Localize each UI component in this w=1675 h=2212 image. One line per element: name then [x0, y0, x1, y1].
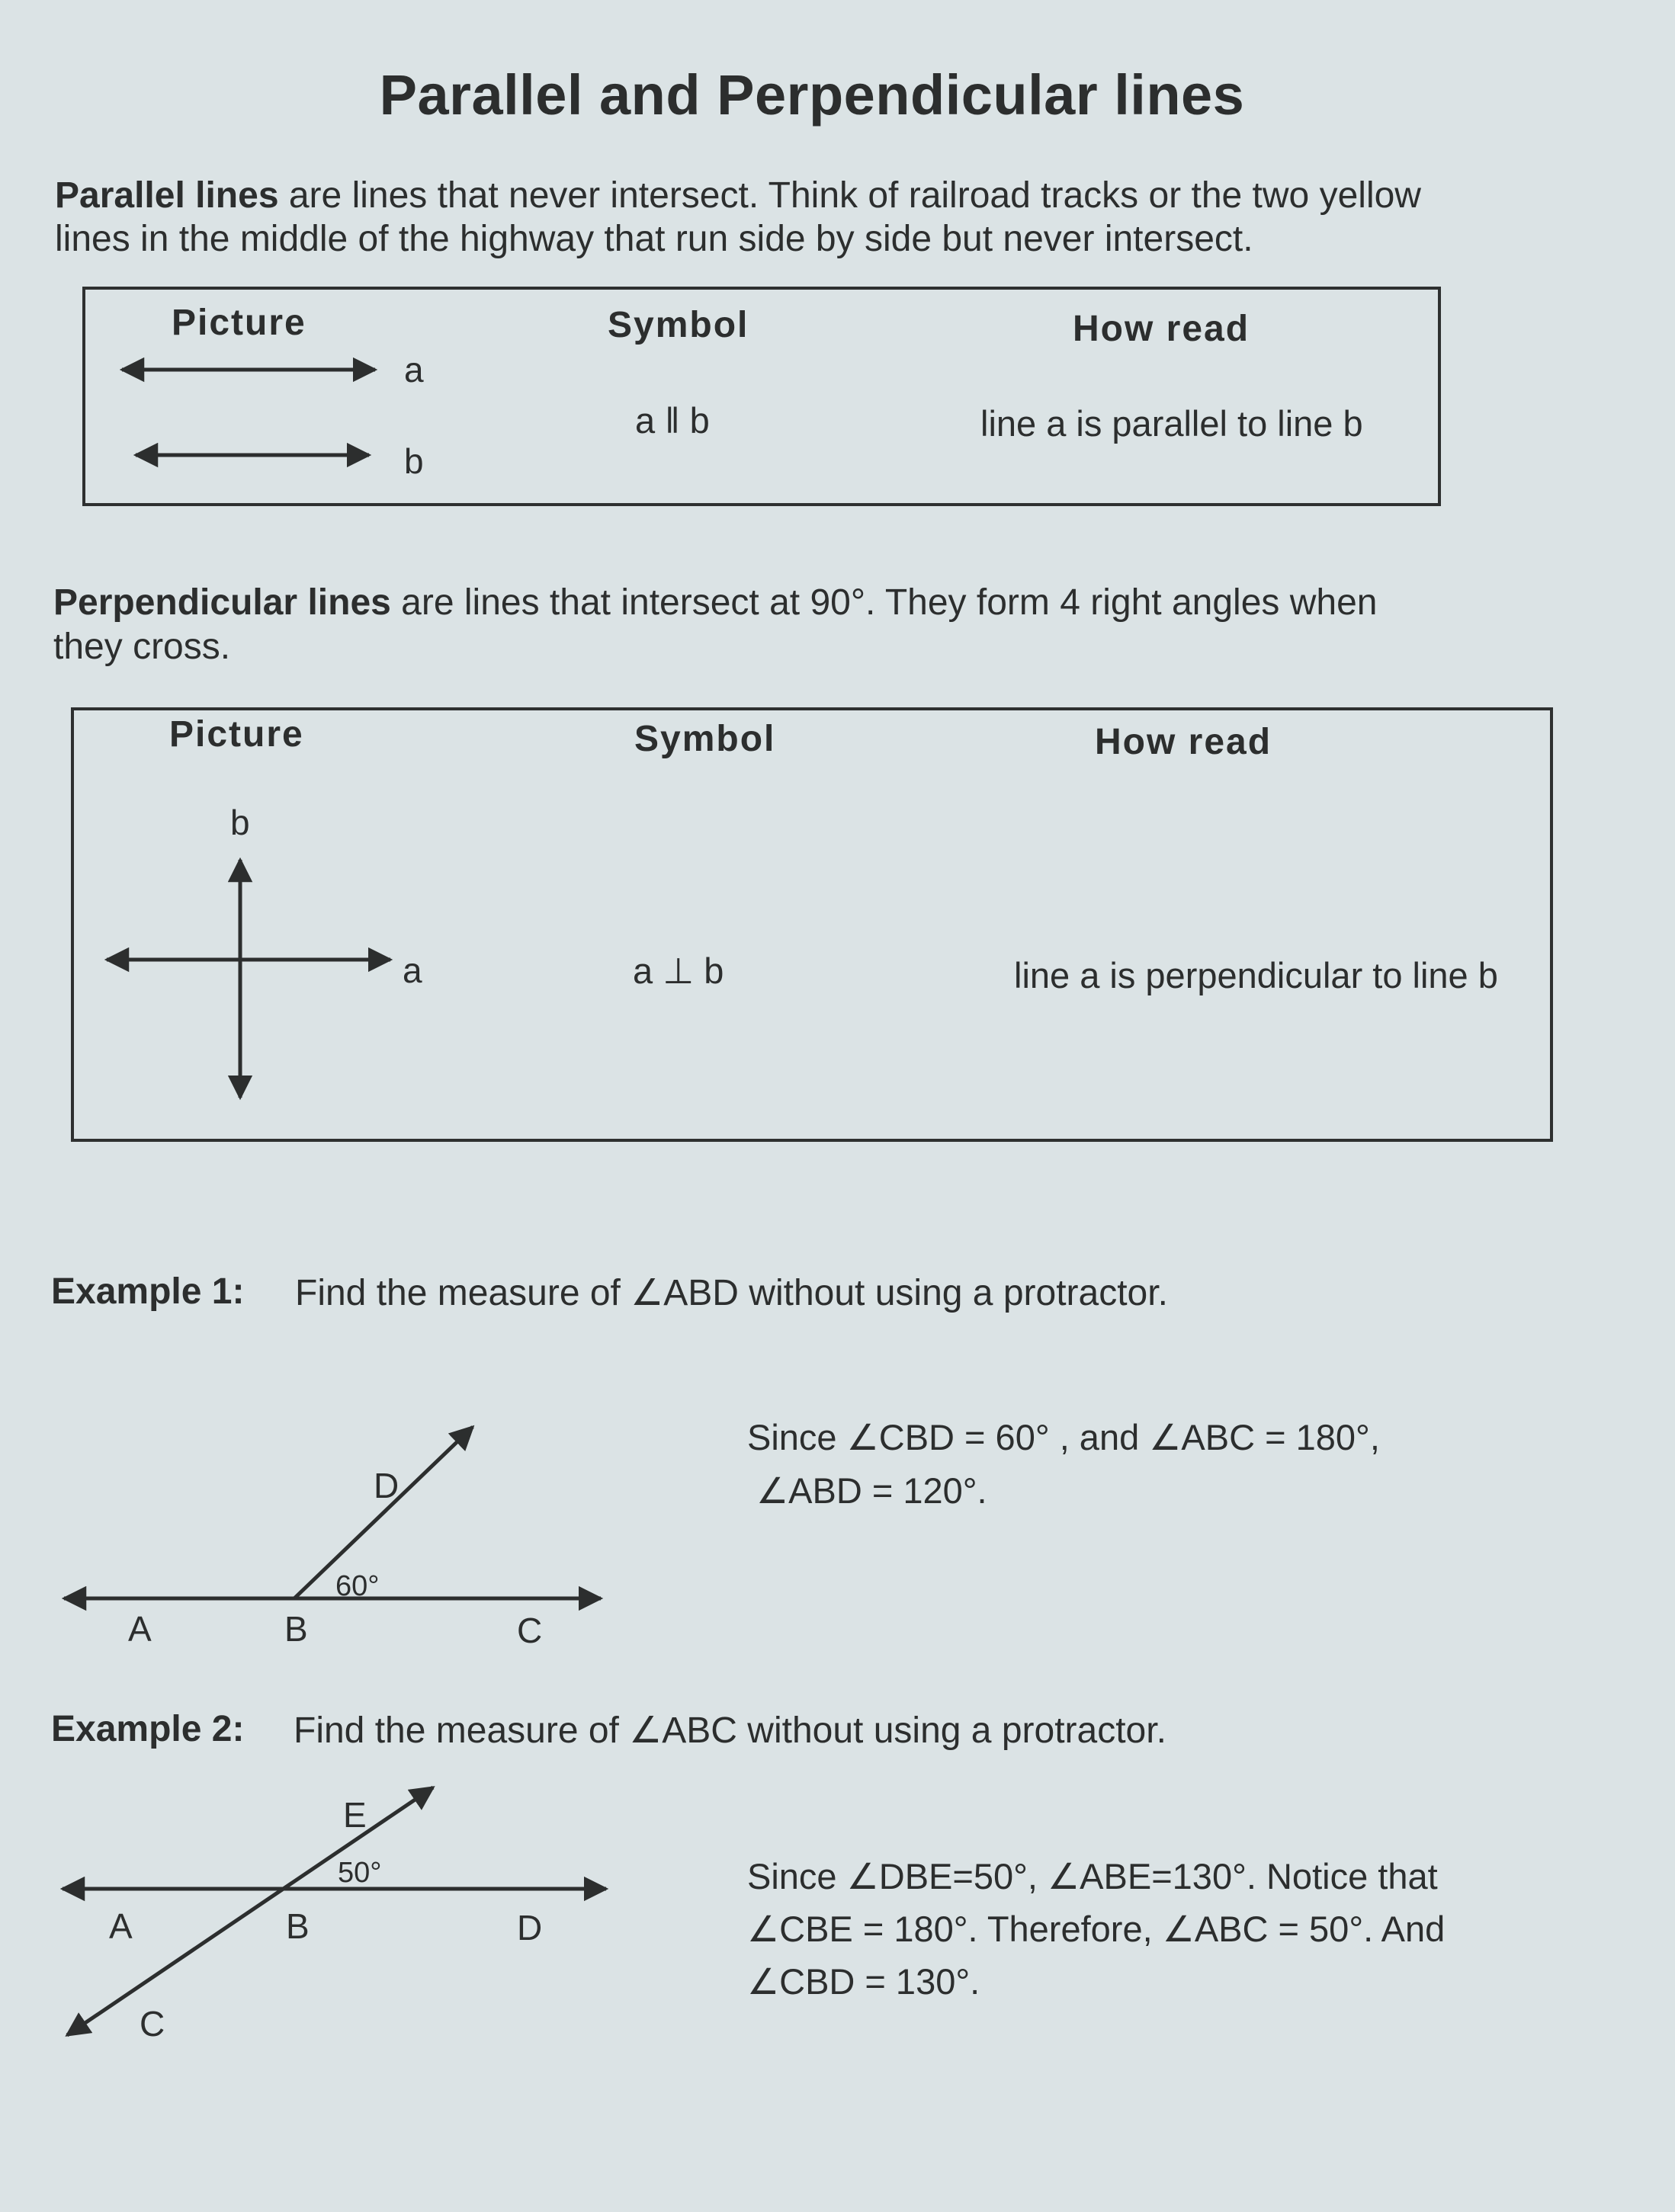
- example1-point-d: D: [374, 1466, 399, 1505]
- example1-solution-line2: ∠ABD = 120°.: [756, 1470, 987, 1511]
- perpendicular-def-line2: they cross.: [53, 627, 231, 667]
- parallel-term: Parallel lines: [55, 175, 279, 216]
- example2-angle-label: 50°: [338, 1857, 382, 1889]
- example1-ray-bd: [294, 1427, 473, 1598]
- parallel-symbol: a ‖ b: [635, 400, 710, 441]
- example2-line-ce: [67, 1787, 433, 2035]
- example1-point-a: A: [128, 1609, 152, 1649]
- example2-point-b: B: [286, 1906, 310, 1946]
- example2-prompt: Find the measure of ∠ABC without using a protractor.: [294, 1710, 1166, 1751]
- parallel-how-read: line a is parallel to line b: [980, 403, 1363, 444]
- parallel-header-symbol: Symbol: [608, 305, 749, 345]
- example1-solution-line1: Since ∠CBD = 60° , and ∠ABC = 180°,: [747, 1417, 1380, 1457]
- example2-label: Example 2:: [51, 1709, 245, 1749]
- example2-solution-line2: ∠CBE = 180°. Therefore, ∠ABC = 50°. And: [747, 1909, 1446, 1949]
- example2-point-a: A: [109, 1906, 133, 1946]
- page-title: Parallel and Perpendicular lines: [379, 63, 1245, 127]
- perpendicular-term: Perpendicular lines: [53, 582, 391, 623]
- perpendicular-header-how-read: How read: [1095, 722, 1272, 762]
- perpendicular-def-line1: are lines that intersect at 90°. They form 4 right angles when: [390, 582, 1378, 623]
- example1-prompt: Find the measure of ∠ABD without using a protractor.: [295, 1273, 1168, 1313]
- example2-point-c: C: [140, 2004, 165, 2044]
- example2-point-e: E: [343, 1795, 367, 1835]
- example1-label: Example 1:: [51, 1271, 245, 1312]
- perpendicular-header-symbol: Symbol: [634, 719, 776, 759]
- parallel-header-how-read: How read: [1073, 309, 1250, 349]
- perpendicular-line-b-label: b: [230, 803, 250, 842]
- perpendicular-header-picture: Picture: [169, 714, 304, 755]
- example2-solution-line3: ∠CBD = 130°.: [747, 1961, 980, 2002]
- parallel-def-line1: are lines that never intersect. Think of railroad tracks or the two yellow: [278, 175, 1421, 216]
- example1-angle-label: 60°: [335, 1570, 380, 1602]
- perpendicular-line-a-label: a: [403, 951, 422, 990]
- parallel-def-line2: lines in the middle of the highway that run side by side but never intersect.: [55, 219, 1253, 259]
- example2-solution-line1: Since ∠DBE=50°, ∠ABE=130°. Notice that: [747, 1856, 1438, 1896]
- example2-point-d: D: [517, 1908, 543, 1948]
- example1-point-b: B: [284, 1609, 308, 1649]
- parallel-header-picture: Picture: [172, 303, 306, 343]
- perpendicular-symbol: a ⊥ b: [633, 951, 724, 991]
- perpendicular-how-read: line a is perpendicular to line b: [1014, 955, 1498, 995]
- example1-point-c: C: [517, 1611, 543, 1650]
- parallel-line-a-label: a: [404, 350, 424, 390]
- parallel-line-b-label: b: [404, 441, 424, 481]
